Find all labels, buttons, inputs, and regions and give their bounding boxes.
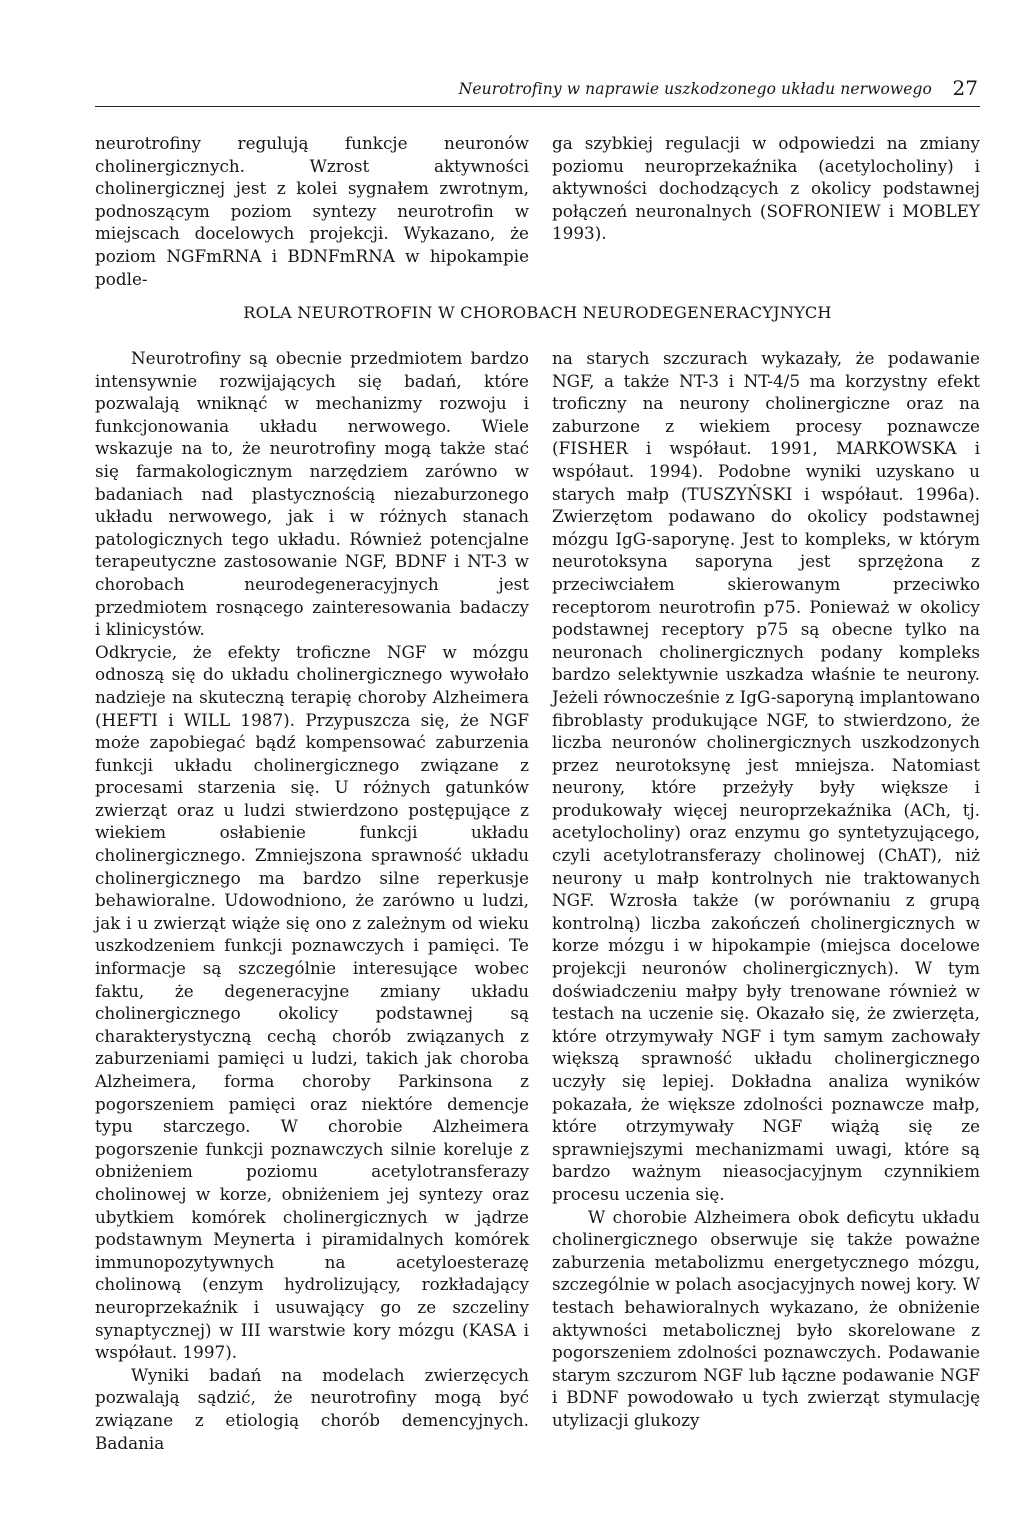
paragraph: Odkrycie, że efekty troficzne NGF w mózgu odnoszą się do układu cholinergicznego wywołało nadzieje na skuteczną terapię choroby Alzheimera (HEFTI i WILL 1987). Przypuszcza się, że NGF może zapobiegać bądź kompensować zaburzenia funkcji układu cholinergicznego związane z procesami starzenia się. U różnych gatunków zwierząt oraz u ludzi stwierdzono postępujące z wiekiem osłabienie funkcji układu cholinergicznego. Zmniejszona sprawność układu cholinergicznego ma bardzo silne reperkusje behawioralne. Udowodniono, że zarówno u ludzi, jak i u zwierząt wiąże się ono z zależnym od wieku uszkodzeniem funkcji poznawczych i pamięci. Te informacje są szczególnie interesujące wobec faktu, że degeneracyjne zmiany układu cholinergicznego okolicy podstawnej są charakterystyczną cechą chorób związanych z zaburzeniami pamięci u ludzi, takich jak choroba Alzheimera, forma choroby Parkinsona z pogorszeniem pamięci oraz niektóre demencje typu starczego. W chorobie Alzheimera pogorszenie funkcji poznawczych silnie koreluje z obniżeniem poziomu acetylotransferazy cholinowej w korze, obniżeniem jej syntezy oraz ubytkiem komórek cholinergicznych w jądrze podstawnym Meynerta i piramidalnych komórek immunopozytywnych na acetyloesterazę cholinową (enzym hydrolizujący, rozkładający neuroprzekaźnik i usuwający go ze szczeliny synaptycznej) w III warstwie kory mózgu (KASA i współaut. 1997). — [95, 641, 529, 1363]
running-title: Neurotrofiny w naprawie uszkodzonego układu nerwowego — [458, 80, 932, 98]
paragraph: Neurotrofiny są obecnie przedmiotem bardzo intensywnie rozwijających się badań, które pozwalają wniknąć w mechanizmy rozwoju i funkcjonowania układu nerwowego. Wiele wskazuje na to, że neurotrofiny mogą także stać się farmakologicznym narzędziem zarówno w badaniach nad plastycznością niezaburzonego układu nerwowego, jak i w różnych stanach patologicznych tego układu. Również potencjalne terapeutyczne zastosowanie NGF, BDNF i NT-3 w chorobach neurodegeneracyjnych jest przedmiotem rosnącego zainteresowania badaczy i klinicystów. — [95, 348, 529, 640]
paragraph: neurotrofiny regulują funkcje neuronów cholinergicznych. Wzrost aktywności cholinergicznej jest z kolei sygnałem zwrotnym, podnoszącym poziom syntezy neurotrofin w miejscach docelowych projekcji. Wykazano, że poziom NGFmRNA i BDNFmRNA w hipokampie podle- — [95, 133, 529, 289]
paragraph: W chorobie Alzheimera obok deficytu układu cholinergicznego obserwuje się także poważne zaburzenia metabolizmu energetycznego mózgu, szczególnie w polach asocjacyjnych nowej kory. W testach behawioralnych wykazano, że obniżenie aktywności metabolicznej było skorelowane z pogorszeniem zdolności poznawczych. Podawanie starym szczurom NGF lub łączne podawanie NGF i BDNF powodowało u tych zwierząt stymulację utylizacji glukozy — [552, 1206, 980, 1430]
running-header — [95, 76, 980, 107]
paragraph: Wyniki badań na modelach zwierzęcych pozwalają sądzić, że neurotrofiny mogą być związane z etiologią chorób demencyjnych. Badania — [95, 1364, 529, 1453]
paragraph: ga szybkiej regulacji w odpowiedzi na zmiany poziomu neuroprzekaźnika (acetylocholiny) i aktywności dochodzących z okolicy podstawnej połączeń neuronalnych (SOFRONIEW i MOBLEY 1993). — [552, 133, 980, 244]
top-right-column — [552, 132, 980, 245]
section-heading: ROLA NEUROTROFIN W CHOROBACH NEURODEGENERACYJNYCH — [243, 303, 832, 322]
body-left-column — [95, 347, 529, 1454]
paragraph: na starych szczurach wykazały, że podawanie NGF, a także NT-3 i NT-4/5 ma korzystny efekt troficzny na neurony cholinergiczne oraz na zaburzone z wiekiem procesy poznawcze (FISHER i współaut. 1991, MARKOWSKA i współaut. 1994). Podobne wyniki uzyskano u starych małp (TUSZYŃSKI i współaut. 1996a). Zwierzętom podawano do okolicy podstawnej mózgu IgG-saporynę. Jest to kompleks, w którym neurotoksyna saporyna jest sprzężona z przeciwciałem skierowanym przeciwko receptorom neurotrofin p75. Ponieważ w okolicy podstawnej receptory p75 są obecne tylko na neuronach cholinergicznych podany kompleks bardzo selektywnie uszkadza właśnie te neurony. Jeżeli równocześnie z IgG-saporyną implantowano fibroblasty produkujące NGF, to stwierdzono, że liczba neuronów cholinergicznych uszkodzonych przez neurotoksynę jest mniejsza. Natomiast neurony, które przeżyły były większe i produkowały więcej neuroprzekaźnika (ACh, tj. acetylocholiny) oraz enzymu go syntetyzującego, czyli acetylotransferazy cholinowej (ChAT), niż neurony u małp kontrolnych nie traktowanych NGF. Wzrosła także (w porównaniu z grupą kontrolną) liczba zakończeń cholinergicznych w korze mózgu i w hipokampie (miejsca docelowe projekcji neuronów cholinergicznych). W tym doświadczeniu małpy były trenowane również w testach na uczenie się. Okazało się, że zwierzęta, które otrzymywały NGF i tym samym zachowały większą sprawność układu cholinergicznego uczyły się lepiej. Dokładna analiza wyników pokazała, że większe zdolności poznawcze małp, które otrzymywały NGF wiążą się ze sprawniejszymi mechanizmami uwagi, które są bardzo ważnym nieasocjacyjnym czynnikiem procesu uczenia się. — [552, 348, 980, 1204]
top-left-column — [95, 132, 529, 290]
page-number: 27 — [952, 76, 978, 100]
body-right-column — [552, 347, 980, 1432]
